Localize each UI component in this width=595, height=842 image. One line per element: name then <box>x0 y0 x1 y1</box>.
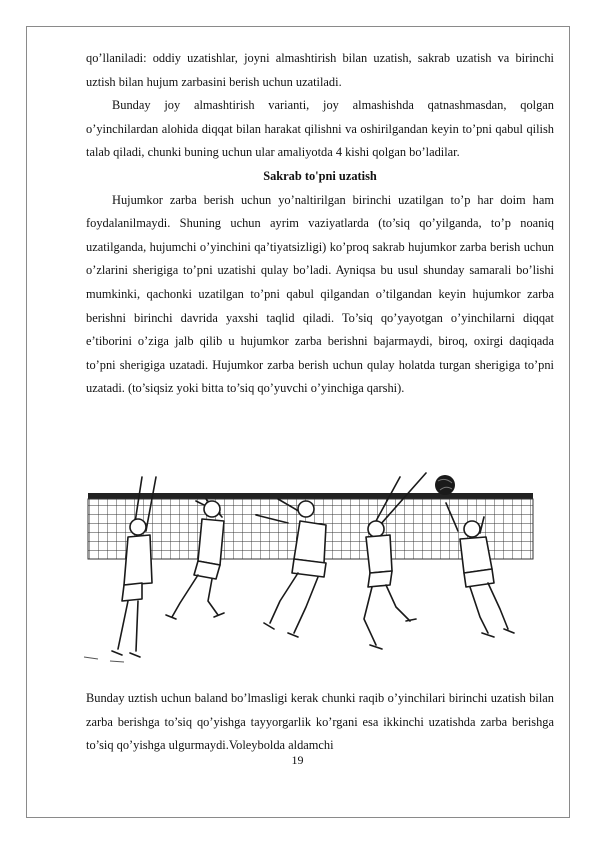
page-number: 19 <box>291 753 304 767</box>
ground-marks <box>84 657 124 662</box>
ball-icon <box>435 475 455 495</box>
section-heading: Sakrab to'pni uzatish <box>263 168 377 183</box>
paragraph-bottom: Bunday uztish uchun baland bo’lmasligi kerak chunki raqib o’yinchilari birinchi uzatish bilan zarba berishga to’siq qo’yishga tayyorgarlik ko’rgani esa ikkinchi uzatishda zarba berishga to’siq qo’yishga ulgurmaydi.Voleybolda aldamchi <box>86 691 554 753</box>
volleyball-figure <box>80 433 540 665</box>
paragraph-substitution-variant: Bunday joy almashtirish varianti, joy almashishda qatnashmasdan, qolgan o’yinchilardan alohida diqqat bilan harakat qilishni va oshirilgandan keyin to’pni qabul qilish talab qiladi, chunki buning uchun ular amaliyotda 4 kishi qolgan bo’ladilar. <box>86 98 554 160</box>
volleyball-jump-set-illustration <box>80 433 540 665</box>
net-top-band <box>88 493 533 499</box>
paragraph-jump-set: Hujumkor zarba berish uchun yo’naltirilgan birinchi uzatilgan to’p har doim ham foydalanilmaydi. Shuning uchun ayrim vaziyatlarda (to’siq qo’yilganda, to’p noaniq uzatilganda, hujumchi o’yinchini qa’tiyatsizligi) ko’proq sakrab hujumkor zarba berish uchun o’zlarini sherigiga to’pni uzatishi qulay bo’ladi. Ayniqsa bu usul shunday samarali bo’lishi mumkinki, qachonki uzatilgan to’pni qabul qilgandan o’tilgandan keyin hujumkor zarba berishni birinchi davrida yaxshi taqlid qiladi. To’siq qo’yayotgan o’yinchilarni diqqat e’tiborini o’ziga jalb qilib u hujumkor zarba berishni bajarmaydi, biroq, oxirgi daqiqada to’pni sherigiga uzatadi. Hujumkor zarba berish uchun qulay holatda turgan sherigiga to’pni uzatadi. (to’siqsiz yoki bitta to’siq qo’yuvchi o’yinchiga qarshi). <box>86 192 554 396</box>
top-text-block <box>86 47 554 401</box>
paragraph-continuation: qo’llaniladi: oddiy uzatishlar, joyni almashtirish bilan uzatish, sakrab uzatish va birinchi uztish bilan hujum zarbasini berish uchun uzatiladi. <box>86 51 554 89</box>
bottom-text-block <box>86 687 554 758</box>
